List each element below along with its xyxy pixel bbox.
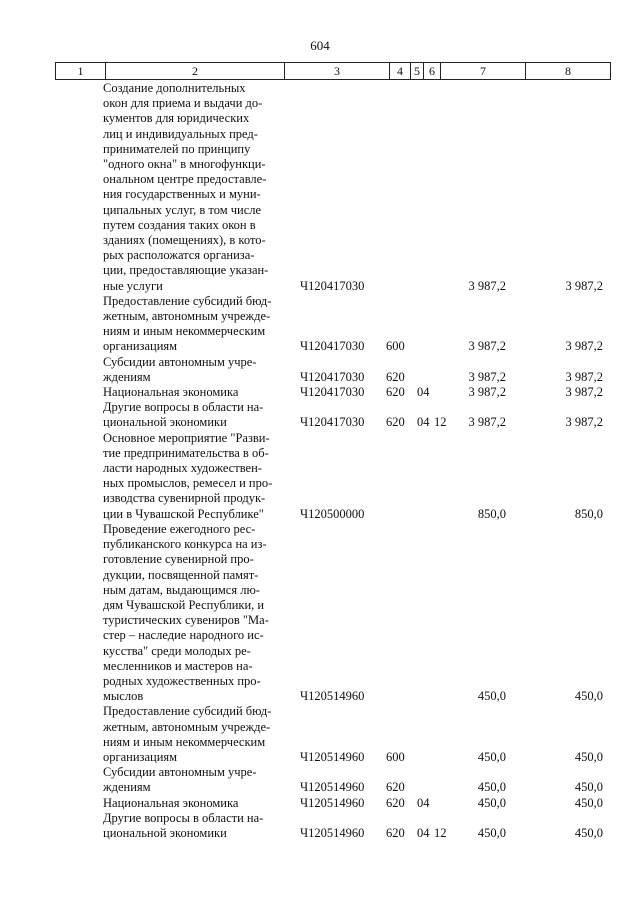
row-amount-2: 3 987,2	[565, 278, 603, 293]
table-header	[55, 62, 611, 80]
row-name: Предоставление субсидий бюд- жетным, автономным учрежде- ниям и иным некоммерческим организациям	[103, 704, 272, 764]
row-expense-type: 620	[386, 825, 405, 840]
row-amount-2: 3 987,2	[565, 385, 603, 400]
row-amount-2: 3 987,2	[565, 415, 603, 430]
header-col-2: 2	[106, 63, 285, 80]
row-target-code: Ч120417030	[300, 415, 365, 430]
row-target-code: Ч120417030	[300, 369, 365, 384]
table-row	[55, 765, 615, 795]
header-col-4: 4	[390, 63, 411, 80]
row-target-code: Ч120514960	[300, 795, 365, 810]
row-name: Национальная экономика	[103, 795, 239, 810]
row-amount-2: 450,0	[574, 795, 603, 810]
row-target-code: Ч120417030	[300, 278, 365, 293]
table-row	[55, 522, 615, 704]
row-section: 04	[417, 825, 430, 840]
row-expense-type: 620	[386, 369, 405, 384]
row-target-code: Ч120514960	[300, 749, 365, 764]
row-target-code: Ч120417030	[300, 385, 365, 400]
table-row	[55, 385, 615, 400]
row-amount-2: 850,0	[574, 506, 603, 521]
row-amount-2: 450,0	[574, 689, 603, 704]
row-amount-1: 850,0	[477, 506, 506, 521]
table-row	[55, 811, 615, 841]
row-expense-type: 620	[386, 795, 405, 810]
row-name: Проведение ежегодного рес- публиканского конкурса на из- готовление сувенирной про- дукции, посвященной памят- ным датам, выдающимся лю- дям Чувашской Республики, и туристических сувениров "Ма- стер – наследие народного ис- кусства" среди молодых ре- месленников и мастеров на- родных художественных про- мыслов	[103, 521, 269, 704]
header-col-1: 1	[56, 63, 106, 80]
row-name: Субсидии автономным учре- ждениям	[103, 765, 257, 795]
header-col-6: 6	[424, 63, 441, 80]
table-row	[55, 796, 615, 811]
table-row	[55, 81, 615, 294]
row-subsection: 12	[434, 825, 447, 840]
header-col-3: 3	[285, 63, 390, 80]
header-col-8: 8	[526, 63, 611, 80]
row-target-code: Ч120417030	[300, 339, 365, 354]
table-body	[55, 81, 615, 841]
row-name: Создание дополнительных окон для приема и выдачи до- кументов для юридических лиц и индивидуальных пред- принимателей по принципу "одного окна" в многофункци- ональном центре предоставле- ния государственных и муни- ципальных услуг, в том числе путем создания таких окон в зданиях (помещениях), в кото- рых расположатся организа- ции, предоставляющие указан- ные услуги	[103, 81, 269, 293]
row-amount-1: 3 987,2	[468, 369, 506, 384]
row-name: Другие вопросы в области на- циональной экономики	[103, 400, 264, 430]
table-row	[55, 400, 615, 430]
row-amount-2: 450,0	[574, 749, 603, 764]
row-amount-2: 3 987,2	[565, 369, 603, 384]
row-amount-1: 450,0	[477, 825, 506, 840]
row-expense-type: 600	[386, 749, 405, 764]
row-section: 04	[417, 385, 430, 400]
row-expense-type: 600	[386, 339, 405, 354]
header-col-7: 7	[441, 63, 526, 80]
row-target-code: Ч120500000	[300, 506, 365, 521]
row-amount-1: 3 987,2	[468, 278, 506, 293]
row-name: Другие вопросы в области на- циональной экономики	[103, 810, 264, 840]
row-amount-1: 450,0	[477, 689, 506, 704]
row-amount-1: 450,0	[477, 795, 506, 810]
row-section: 04	[417, 415, 430, 430]
row-target-code: Ч120514960	[300, 689, 365, 704]
row-subsection: 12	[434, 415, 447, 430]
row-name: Предоставление субсидий бюд- жетным, автономным учрежде- ниям и иным некоммерческим организациям	[103, 293, 272, 354]
row-amount-2: 3 987,2	[565, 339, 603, 354]
row-amount-1: 3 987,2	[468, 339, 506, 354]
row-expense-type: 620	[386, 415, 405, 430]
row-target-code: Ч120514960	[300, 780, 365, 795]
row-name: Основное мероприятие "Разви- тие предпринимательства в об- ласти народных художествен- ных промыслов, ремесел и про- изводства сувенирной продук- ции в Чувашской Республике"	[103, 430, 273, 521]
header-col-5: 5	[411, 63, 424, 80]
table-row	[55, 704, 615, 765]
row-section: 04	[417, 795, 430, 810]
row-amount-1: 450,0	[477, 780, 506, 795]
table-row	[55, 431, 615, 522]
row-name: Субсидии автономным учре- ждениям	[103, 354, 257, 384]
row-amount-2: 450,0	[574, 780, 603, 795]
row-amount-1: 450,0	[477, 749, 506, 764]
row-target-code: Ч120514960	[300, 825, 365, 840]
row-amount-1: 3 987,2	[468, 415, 506, 430]
row-amount-1: 3 987,2	[468, 385, 506, 400]
row-expense-type: 620	[386, 385, 405, 400]
page-number: 604	[310, 38, 330, 53]
table-row	[55, 294, 615, 355]
row-amount-2: 450,0	[574, 825, 603, 840]
row-name: Национальная экономика	[103, 385, 239, 400]
table-row	[55, 355, 615, 385]
row-expense-type: 620	[386, 780, 405, 795]
